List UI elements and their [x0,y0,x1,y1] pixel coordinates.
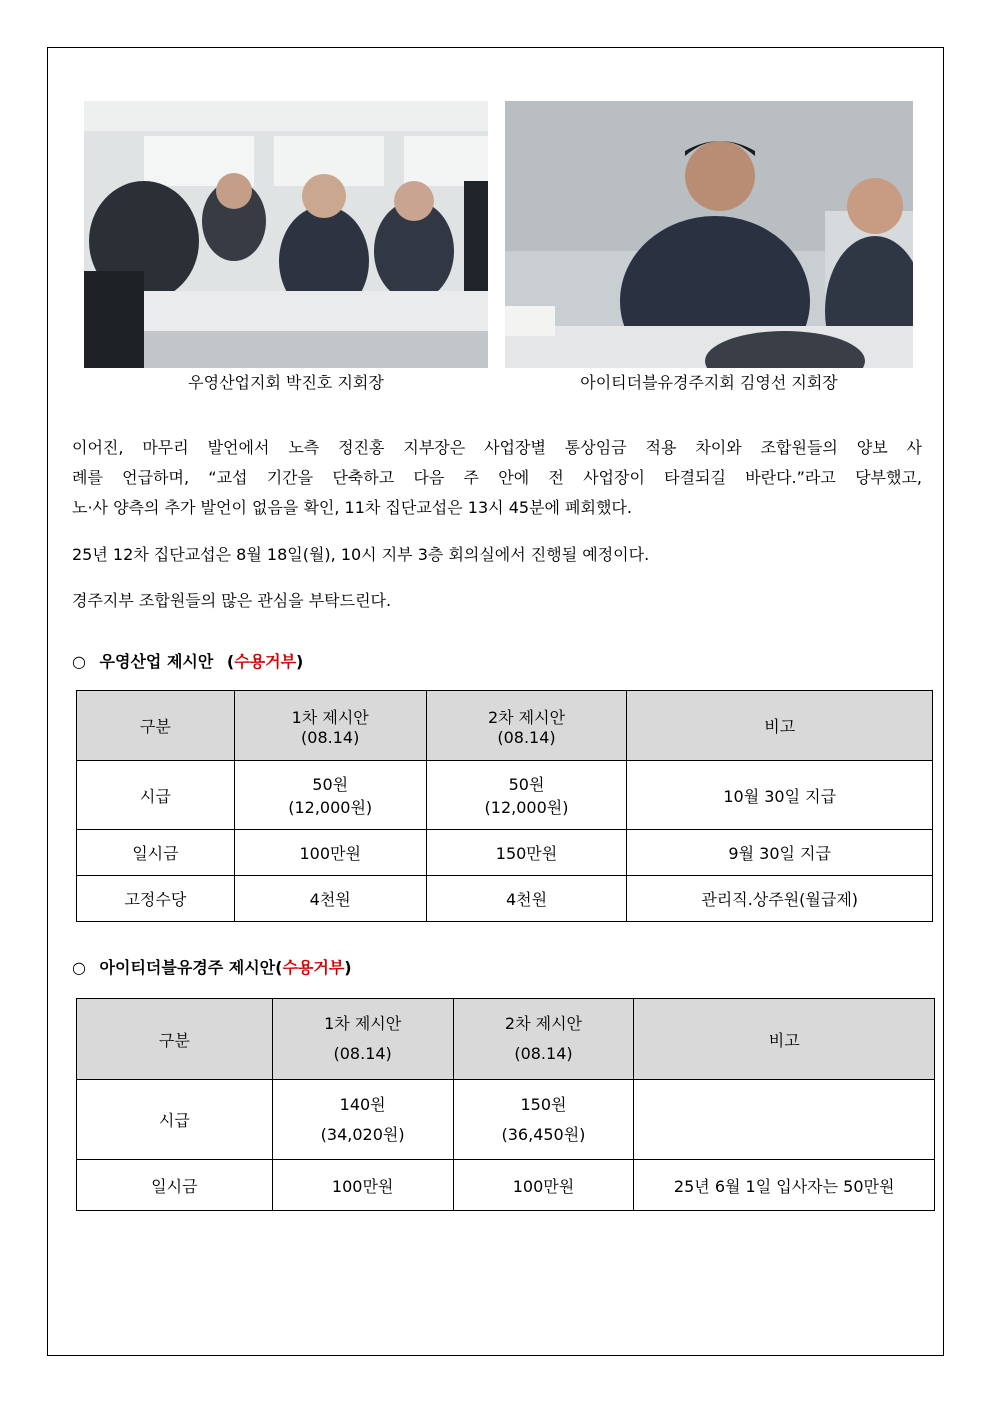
meeting-photo-left [84,101,488,368]
header-first-proposal: 1차 제시안 (08.14) [234,691,426,761]
cell-first: 50원 (12,000원) [234,761,426,830]
section-title-wooyoung [72,649,303,672]
cell-second: 150원 (36,450원) [453,1080,634,1160]
paragraph-line: 노·사 양측의 추가 발언이 없음을 확인, 11차 집단교섭은 13시 45분에 폐회했다. [72,498,632,517]
table-row [77,830,933,876]
cell-first: 100만원 [272,1160,453,1211]
header-second-proposal: 2차 제시안 (08.14) [453,999,634,1080]
paragraph-line: 례를 언급하며, “교섭 기간을 단축하고 다음 주 안에 전 사업장이 타결되길 바란다.”라고 당부했고, [72,468,922,487]
paren-close: ) [344,958,352,977]
header-second-proposal: 2차 제시안 (08.14) [426,691,627,761]
row-label: 일시금 [77,1160,273,1211]
paragraph-request: 경주지부 조합원들의 많은 관심을 부탁드린다. [72,591,392,610]
paren-close: ) [296,652,304,671]
cell-second: 150만원 [426,830,627,876]
cell-first: 100만원 [234,830,426,876]
section-title-itw [72,955,352,978]
paren-open: ( [275,958,283,977]
paren-open: ( [226,652,235,671]
row-label: 시급 [77,1080,273,1160]
row-label: 일시금 [77,830,235,876]
cell-note: 관리직.상주원(월급제) [627,876,933,922]
proposal-table-itw [76,998,935,1211]
table-row [77,1080,935,1160]
status-rejected: 수용거부 [282,958,345,977]
header-note: 비고 [627,691,933,761]
bullet-circle: ○ [72,652,86,671]
meeting-photo-right [505,101,913,368]
status-rejected: 수용거부 [234,652,297,671]
cell-note: 10월 30일 지급 [627,761,933,830]
cell-note: 25년 6월 1일 입사자는 50만원 [634,1160,935,1211]
cell-second: 4천원 [426,876,627,922]
row-label: 고정수당 [77,876,235,922]
table-header-row [77,691,933,761]
photo-caption-right: 아이티더블유경주지회 김영선 지회장 [580,373,838,392]
cell-note: 9월 30일 지급 [627,830,933,876]
cell-note [634,1080,935,1160]
table-row [77,1160,935,1211]
cell-second: 100만원 [453,1160,634,1211]
section-title-text: 우영산업 제시안 [99,652,214,671]
cell-second: 50원 (12,000원) [426,761,627,830]
table-row [77,876,933,922]
paragraph-next-session: 25년 12차 집단교섭은 8월 18일(월), 10시 지부 3층 회의실에서 진행될 예정이다. [72,545,650,564]
header-category: 구분 [77,691,235,761]
header-category: 구분 [77,999,273,1080]
header-first-proposal: 1차 제시안 (08.14) [272,999,453,1080]
cell-first: 140원 (34,020원) [272,1080,453,1160]
photo-caption-left: 우영산업지회 박진호 지회장 [188,373,384,392]
bullet-circle: ○ [72,958,86,977]
table-row [77,761,933,830]
paragraph-closing-remarks [72,433,922,523]
table-header-row [77,999,935,1080]
header-note: 비고 [634,999,935,1080]
row-label: 시급 [77,761,235,830]
cell-first: 4천원 [234,876,426,922]
proposal-table-wooyoung [76,690,933,922]
paragraph-line: 이어진, 마무리 발언에서 노측 정진홍 지부장은 사업장별 통상임금 적용 차이와 조합원들의 양보 사 [72,438,922,457]
section-title-text: 아이티더블유경주 제시안 [99,958,276,977]
